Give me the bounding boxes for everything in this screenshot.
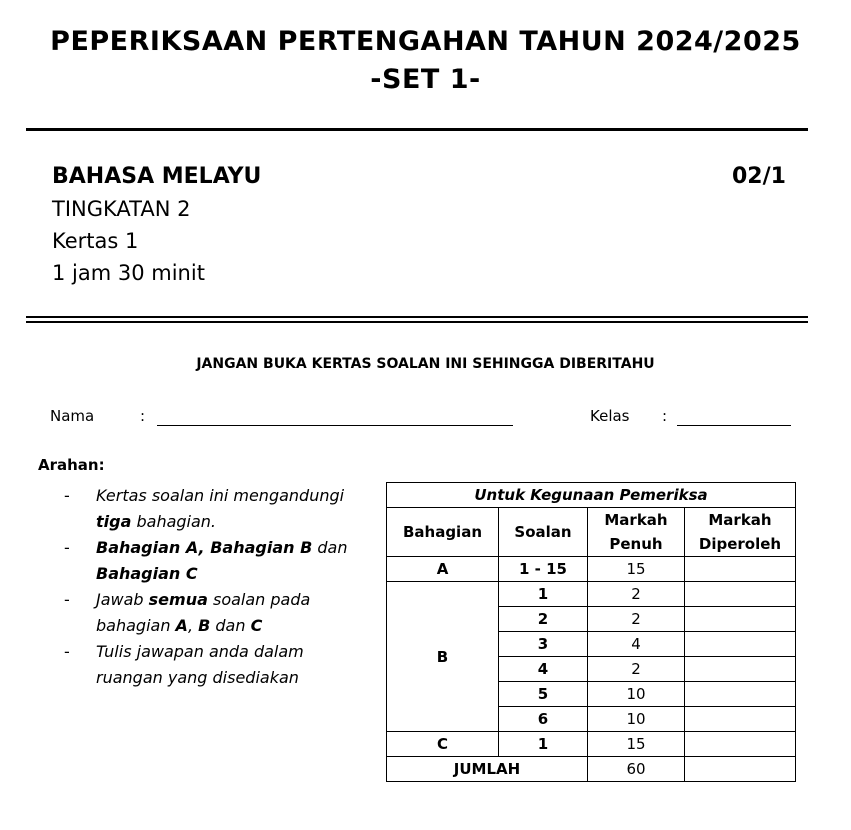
- obtained-marks-cell[interactable]: [685, 707, 796, 732]
- section-c-question: 1: [499, 732, 588, 757]
- full-marks: 2: [588, 582, 685, 607]
- paper-number: Kertas 1: [52, 229, 139, 253]
- header-obtained-marks: Markah: [685, 508, 796, 533]
- subject-name: BAHASA MELAYU: [52, 164, 262, 189]
- full-marks: 4: [588, 632, 685, 657]
- name-colon: :: [140, 407, 146, 425]
- name-field[interactable]: [157, 425, 513, 426]
- total-label: JUMLAH: [387, 757, 588, 782]
- full-marks: 2: [588, 657, 685, 682]
- section-c-label: C: [387, 732, 499, 757]
- instructions-list: [60, 483, 360, 691]
- table-header-row: [387, 508, 796, 533]
- subject-code: 02/1: [732, 164, 786, 189]
- obtained-marks-cell[interactable]: [685, 732, 796, 757]
- total-obtained-cell[interactable]: [685, 757, 796, 782]
- question-number: 1: [499, 582, 588, 607]
- header-full-marks: Markah: [588, 508, 685, 533]
- obtained-marks-cell[interactable]: [685, 682, 796, 707]
- table-total-row: [387, 757, 796, 782]
- class-field[interactable]: [677, 425, 791, 426]
- header-full-marks-line2: Penuh: [588, 532, 685, 557]
- do-not-open-warning: JANGAN BUKA KERTAS SOALAN INI SEHINGGA DIBERITAHU: [196, 356, 655, 372]
- class-label: Kelas: [590, 407, 630, 425]
- question-number: 3: [499, 632, 588, 657]
- total-full-marks: 60: [588, 757, 685, 782]
- set-label: -SET 1-: [370, 64, 481, 95]
- examiner-marks-table: [386, 482, 796, 782]
- header-section: Bahagian: [387, 508, 499, 557]
- full-marks: 10: [588, 707, 685, 732]
- exam-title: PEPERIKSAAN PERTENGAHAN TAHUN 2024/2025: [50, 26, 801, 57]
- obtained-marks-cell[interactable]: [685, 657, 796, 682]
- form-level: TINGKATAN 2: [52, 197, 191, 221]
- bullet-dash: -: [64, 590, 70, 609]
- double-divider-top: [26, 316, 808, 318]
- instruction-item: - Kertas soalan ini mengandungi tiga bahagian.: [60, 483, 360, 535]
- full-marks: 10: [588, 682, 685, 707]
- table-caption: Untuk Kegunaan Pemeriksa: [387, 483, 796, 508]
- header-obtained-marks-line2: Diperoleh: [685, 532, 796, 557]
- header-question: Soalan: [499, 508, 588, 557]
- header-divider: [26, 128, 808, 131]
- instruction-item: - Bahagian A, Bahagian B dan Bahagian C: [60, 535, 360, 587]
- table-row: [387, 582, 796, 607]
- section-c-full-marks: 15: [588, 732, 685, 757]
- obtained-marks-cell[interactable]: [685, 632, 796, 657]
- name-label: Nama: [50, 407, 95, 425]
- section-b-label: B: [387, 582, 499, 732]
- obtained-marks-cell[interactable]: [685, 582, 796, 607]
- section-a-label: A: [387, 557, 499, 582]
- question-number: 4: [499, 657, 588, 682]
- section-a-questions: 1 - 15: [499, 557, 588, 582]
- bullet-dash: -: [64, 538, 70, 557]
- full-marks: 2: [588, 607, 685, 632]
- bullet-dash: -: [64, 486, 70, 505]
- question-number: 5: [499, 682, 588, 707]
- double-divider-bottom: [26, 321, 808, 323]
- obtained-marks-cell[interactable]: [685, 557, 796, 582]
- instruction-item: - Jawab semua soalan pada bahagian A, B dan C: [60, 587, 360, 639]
- question-number: 2: [499, 607, 588, 632]
- question-number: 6: [499, 707, 588, 732]
- instruction-item: - Tulis jawapan anda dalam ruangan yang disediakan: [60, 639, 360, 691]
- class-colon: :: [662, 407, 668, 425]
- obtained-marks-cell[interactable]: [685, 607, 796, 632]
- table-row: [387, 732, 796, 757]
- table-row: [387, 557, 796, 582]
- instructions-heading: Arahan:: [38, 456, 105, 474]
- exam-duration: 1 jam 30 minit: [52, 261, 205, 285]
- bullet-dash: -: [64, 642, 70, 661]
- section-a-full-marks: 15: [588, 557, 685, 582]
